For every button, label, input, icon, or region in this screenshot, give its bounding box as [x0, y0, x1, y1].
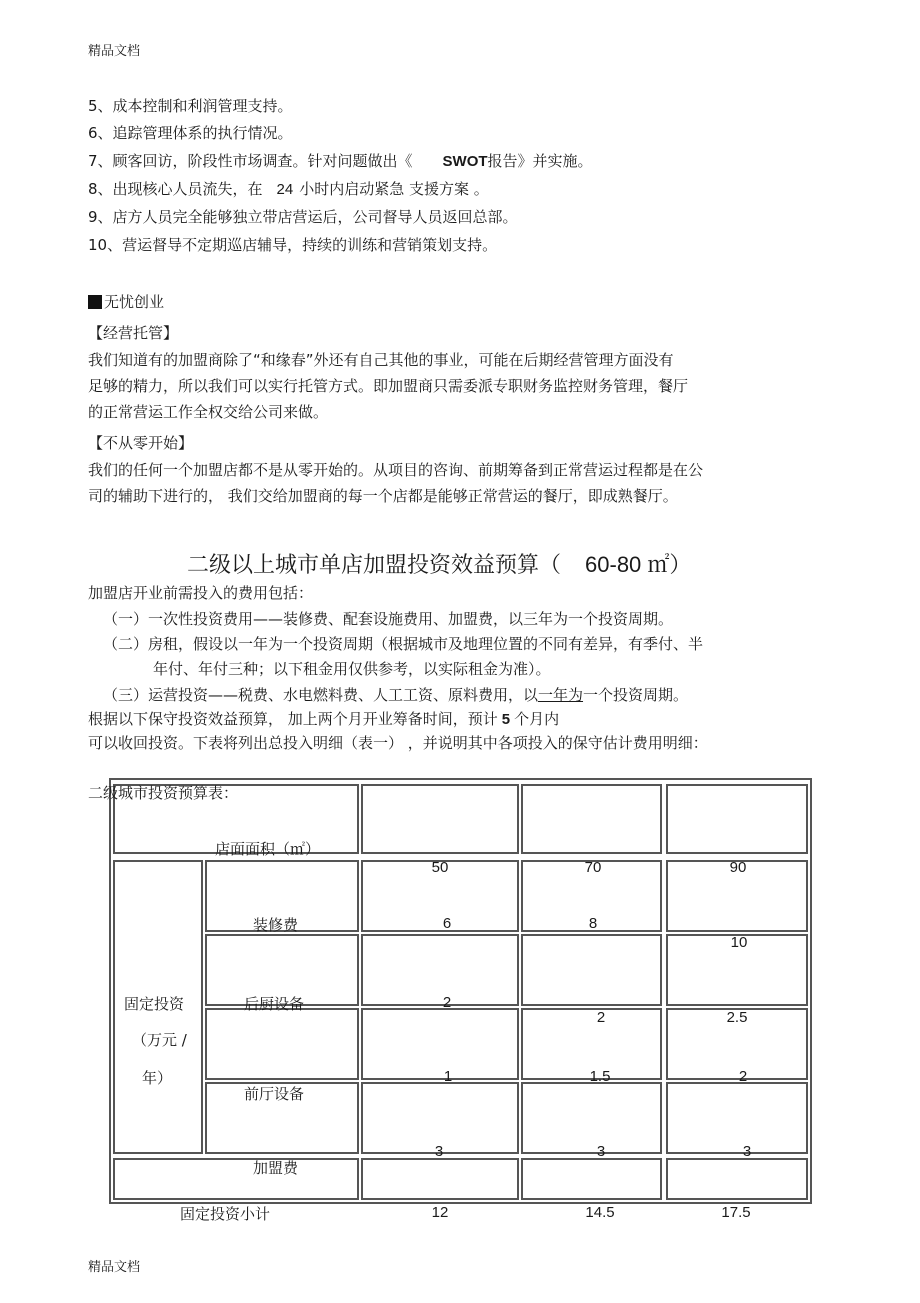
table-cell	[361, 1158, 519, 1200]
table-cell	[666, 1082, 808, 1154]
kitchen-value: 2	[596, 1009, 606, 1026]
subheading: 【不从零开始】	[88, 434, 194, 452]
renovation-value: 10	[730, 934, 748, 951]
area-range: 60-80 ㎡	[585, 552, 670, 577]
front-value: 2	[738, 1068, 748, 1085]
subtotal-label: 固定投资小计	[180, 1205, 271, 1223]
list-item: 5、成本控制和利润管理支持。	[88, 97, 293, 115]
list-item	[103, 685, 688, 705]
renovation-label: 装修费	[253, 916, 299, 934]
franchise-value: 3	[742, 1143, 752, 1160]
kitchen-value: 2.5	[726, 1009, 748, 1026]
renovation-value: 8	[588, 915, 598, 932]
franchise-value: 3	[434, 1143, 444, 1160]
subtotal-value: 17.5	[721, 1204, 751, 1221]
list-item: 6、追踪管理体系的执行情况。	[88, 124, 293, 142]
list-item-text: 8、出现核心人员流失，在	[88, 180, 263, 198]
subtotal-value: 14.5	[585, 1204, 615, 1221]
paragraph-line: 足够的精力，所以我们可以实行托管方式。即加盟商只需委派专职财务监控财务管理，餐厅	[88, 377, 689, 395]
list-item-text: 报告》并实施。	[487, 152, 593, 170]
paragraph-line: 可以收回投资。下表将列出总投入明细（表一） ，并说明其中各项投入的保守估计费用明细：	[88, 734, 708, 752]
table-cell	[113, 1158, 359, 1200]
section-title	[187, 548, 691, 579]
renovation-value: 6	[442, 915, 452, 932]
table-cell	[521, 1082, 662, 1154]
list-item: 10、营运督导不定期巡店辅导，持续的训练和营销策划支持。	[88, 236, 498, 254]
front-label: 前厅设备	[244, 1085, 305, 1103]
table-cell	[666, 784, 808, 854]
area-label: 店面面积（㎡）	[215, 840, 321, 858]
page-header: 精品文档	[88, 44, 141, 59]
area-value: 90	[729, 859, 747, 876]
paragraph-line: 加盟店开业前需投入的费用包括：	[88, 584, 314, 602]
front-value: 1.5	[589, 1068, 611, 1085]
months-number: 5	[501, 711, 511, 728]
table-cell	[521, 1158, 662, 1200]
franchise-value: 3	[596, 1143, 606, 1160]
paragraph-line: 的正常营运工作全权交给公司来做。	[88, 403, 329, 421]
table-cell	[361, 934, 519, 1006]
list-item	[88, 179, 489, 200]
fixed-investment-label: 固定投资	[124, 995, 185, 1013]
table-cell	[361, 784, 519, 854]
list-item: 年付、年付三种；以下租金用仅供参考，以实际租金为准）。	[153, 660, 551, 678]
list-item-text: 小时内启动紧急 支援方案 。	[299, 180, 489, 198]
kitchen-label: 后厨设备	[244, 995, 305, 1013]
fixed-investment-unit: （万元 /	[132, 1031, 187, 1049]
area-value: 70	[584, 859, 602, 876]
section-title-text: 二级以上城市单店加盟投资效益预算（	[187, 553, 562, 578]
kitchen-value: 2	[442, 994, 452, 1011]
table-caption: 二级城市投资预算表：	[88, 784, 239, 802]
section-heading-text: 无忧创业	[104, 293, 165, 311]
table-cell	[521, 784, 662, 854]
swot-text: SWOT	[442, 153, 488, 170]
section-heading	[88, 292, 164, 312]
paragraph-line: 司的辅助下进行的， 我们交给加盟商的每一个店都是能够正常营运的餐厅，即成熟餐厅。	[88, 487, 678, 505]
list-item: （二）房租，假设以一年为一个投资周期（根据城市及地理位置的不同有差异，有季付、半	[103, 635, 704, 653]
list-item	[88, 151, 593, 172]
paragraph-line	[88, 709, 559, 730]
paragraph-text: 根据以下保守投资效益预算， 加上两个月开业筹备时间，预计	[88, 710, 498, 728]
page-footer: 精品文档	[88, 1260, 141, 1275]
list-item: （一）一次性投资费用——装修费、配套设施费用、加盟费，以三年为一个投资周期。	[103, 610, 674, 628]
table-cell	[205, 1008, 359, 1080]
square-bullet-icon	[88, 295, 102, 309]
front-value: 1	[443, 1068, 453, 1085]
paragraph-line: 我们知道有的加盟商除了“和缘春”外还有自己其他的事业，可能在后期经营管理方面没有	[88, 351, 674, 369]
underlined-text: 一年为	[538, 686, 584, 704]
hours-number: 24	[276, 181, 294, 198]
section-title-text: ）	[669, 553, 692, 578]
table-cell	[361, 1008, 519, 1080]
list-item-text: （三）运营投资——税费、水电燃料费、人工工资、原料费用，以	[103, 686, 539, 704]
list-item-text: 7、顾客回访，阶段性市场调查。针对问题做出《	[88, 152, 413, 170]
area-value: 50	[431, 859, 449, 876]
franchise-label: 加盟费	[253, 1159, 299, 1177]
paragraph-text: 个月内	[514, 710, 560, 728]
table-cell	[666, 1158, 808, 1200]
table-cell	[521, 934, 662, 1006]
subtotal-value: 12	[431, 1204, 449, 1221]
subheading: 【经营托管】	[88, 324, 179, 342]
list-item: 9、店方人员完全能够独立带店营运后，公司督导人员返回总部。	[88, 208, 518, 226]
fixed-investment-unit: 年）	[142, 1069, 173, 1087]
paragraph-line: 我们的任何一个加盟店都不是从零开始的。从项目的咨询、前期筹备到正常营运过程都是在公	[88, 461, 704, 479]
list-item-text: 一个投资周期。	[583, 686, 689, 704]
